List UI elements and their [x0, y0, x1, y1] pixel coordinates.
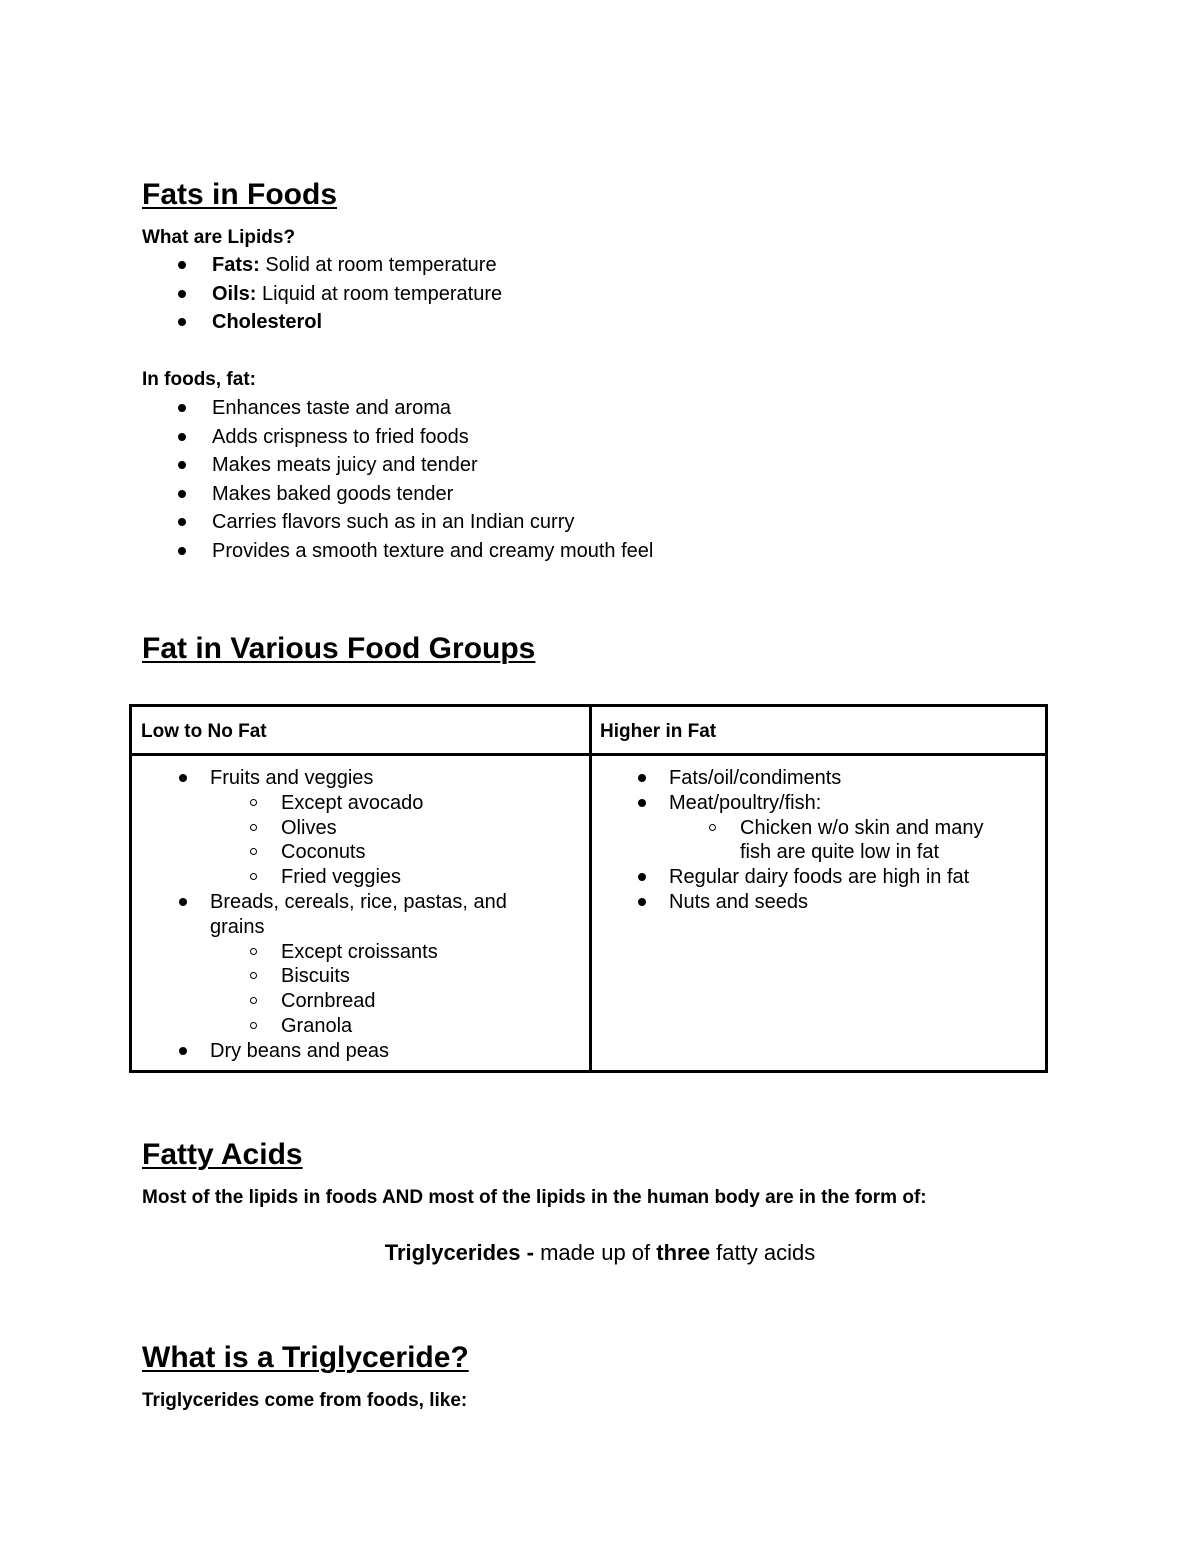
- table-cell-higher-fat: [591, 766, 983, 915]
- list-item: Meat/poultry/fish:: [591, 791, 983, 816]
- bullet-icon: [638, 774, 646, 782]
- food-groups-table: [129, 704, 1048, 1073]
- triglycerides-definition: Triglycerides - made up of three fatty acids: [384, 1240, 816, 1265]
- table-header-higher-fat: Higher in Fat: [600, 721, 717, 742]
- bullet-icon: [178, 547, 186, 555]
- heading-what-is-triglyceride: What is a Triglyceride?: [142, 1341, 469, 1374]
- lipids-list: [0, 251, 502, 337]
- list-item: Cholesterol: [0, 308, 502, 337]
- list-item: Granola: [132, 1014, 507, 1039]
- hollow-bullet-icon: [250, 1022, 257, 1029]
- list-item: Nuts and seeds: [591, 890, 983, 915]
- list-item: Provides a smooth texture and creamy mouth feel: [0, 537, 653, 566]
- list-item: Oils: Liquid at room temperature: [0, 280, 502, 309]
- subhead-lipids-form: Most of the lipids in foods AND most of the lipids in the human body are in the form of:: [142, 1187, 927, 1208]
- list-item: Breads, cereals, rice, pastas, and: [132, 890, 507, 915]
- hollow-bullet-icon: [250, 873, 257, 880]
- list-item: Carries flavors such as in an Indian curry: [0, 508, 653, 537]
- table-cell-low-fat: [132, 766, 507, 1064]
- bullet-icon: [638, 799, 646, 807]
- bullet-icon: [179, 1047, 187, 1055]
- list-item: Dry beans and peas: [132, 1039, 507, 1064]
- list-item: Chicken w/o skin and many: [591, 816, 983, 841]
- bullet-icon: [638, 898, 646, 906]
- bullet-icon: [179, 898, 187, 906]
- hollow-bullet-icon: [709, 824, 716, 831]
- list-item: Fats: Solid at room temperature: [0, 251, 502, 280]
- list-item: Fats/oil/condiments: [591, 766, 983, 791]
- table-divider: [132, 753, 1045, 756]
- bullet-icon: [178, 261, 186, 269]
- list-item-continuation: grains: [210, 915, 265, 938]
- list-item: Enhances taste and aroma: [0, 394, 653, 423]
- list-item: Except croissants: [132, 940, 507, 965]
- hollow-bullet-icon: [250, 948, 257, 955]
- list-item: Coconuts: [132, 840, 507, 865]
- bullet-icon: [178, 461, 186, 469]
- bullet-icon: [178, 290, 186, 298]
- list-item: Makes meats juicy and tender: [0, 451, 653, 480]
- bullet-icon: [178, 490, 186, 498]
- hollow-bullet-icon: [250, 799, 257, 806]
- hollow-bullet-icon: [250, 848, 257, 855]
- subhead-triglycerides-sources: Triglycerides come from foods, like:: [142, 1390, 468, 1411]
- subhead-in-foods-fat: In foods, fat:: [142, 369, 256, 390]
- bullet-icon: [179, 774, 187, 782]
- subhead-what-are-lipids: What are Lipids?: [142, 227, 296, 248]
- list-item: Except avocado: [132, 791, 507, 816]
- heading-fat-in-food-groups: Fat in Various Food Groups: [142, 632, 536, 665]
- bullet-icon: [178, 404, 186, 412]
- heading-fats-in-foods: Fats in Foods: [142, 178, 337, 211]
- fat-functions-list: [0, 394, 653, 566]
- list-item: Adds crispness to fried foods: [0, 423, 653, 452]
- list-item: Regular dairy foods are high in fat: [591, 865, 983, 890]
- list-item-continuation: fish are quite low in fat: [740, 841, 939, 864]
- bullet-icon: [638, 873, 646, 881]
- hollow-bullet-icon: [250, 997, 257, 1004]
- list-item: Fried veggies: [132, 865, 507, 890]
- list-item: Biscuits: [132, 964, 507, 989]
- list-item: Olives: [132, 816, 507, 841]
- table-header-low-fat: Low to No Fat: [141, 721, 267, 742]
- hollow-bullet-icon: [250, 972, 257, 979]
- bullet-icon: [178, 433, 186, 441]
- list-item: Makes baked goods tender: [0, 480, 653, 509]
- hollow-bullet-icon: [250, 824, 257, 831]
- list-item: Cornbread: [132, 989, 507, 1014]
- bullet-icon: [178, 518, 186, 526]
- heading-fatty-acids: Fatty Acids: [142, 1138, 303, 1171]
- list-item: Fruits and veggies: [132, 766, 507, 791]
- bullet-icon: [178, 318, 186, 326]
